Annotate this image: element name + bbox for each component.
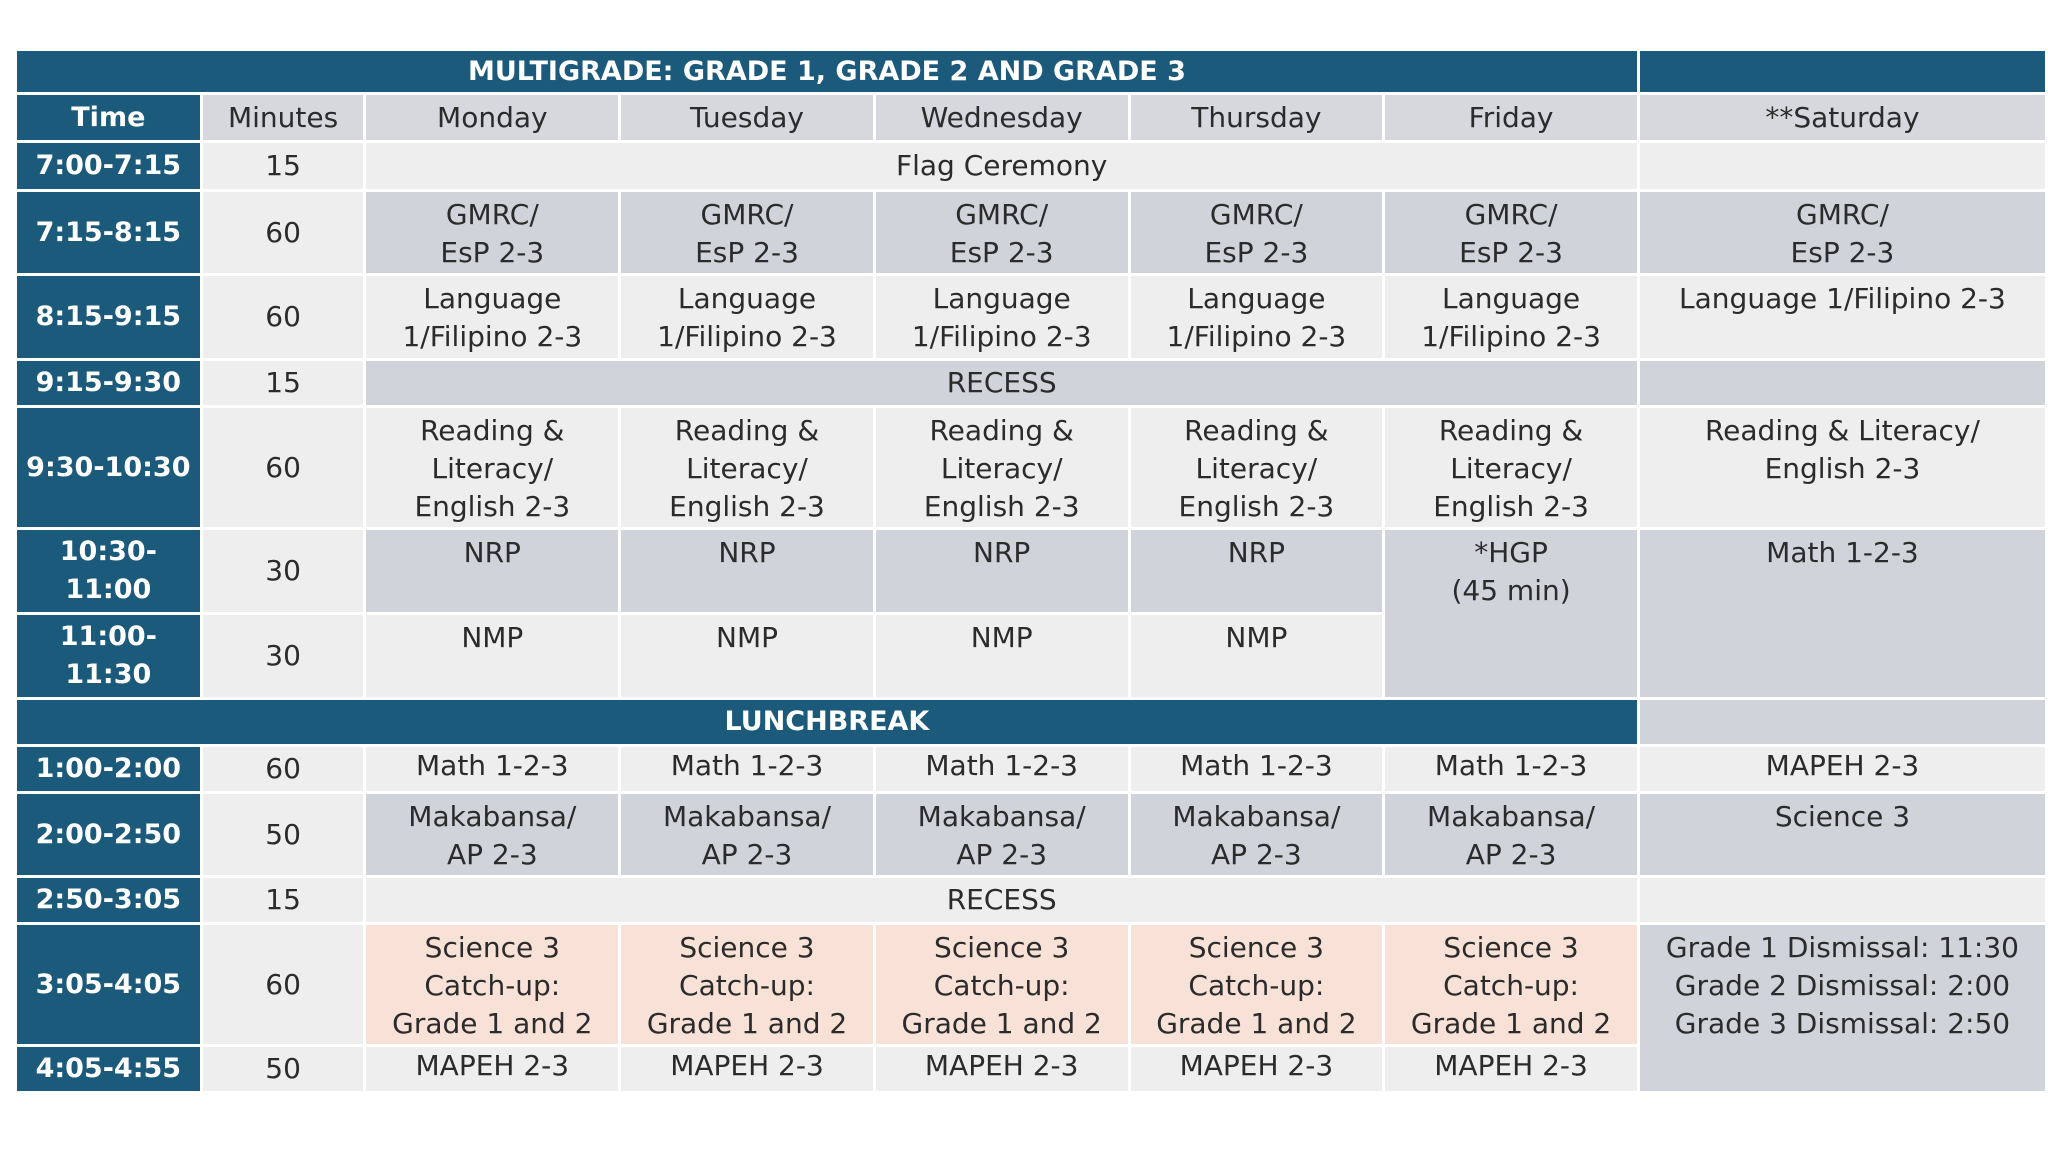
schedule-cell-friday-hgp: *HGP (45 min) [1384, 529, 1639, 699]
minutes-cell: 30 [201, 529, 365, 614]
schedule-cell-saturday: Reading & Literacy/ English 2-3 [1638, 407, 2046, 529]
schedule-cell-monday: Language 1/Filipino 2-3 [365, 275, 620, 360]
minutes-cell: 60 [201, 407, 365, 529]
table-row [16, 360, 2047, 407]
schedule-cell-wednesday: NRP [874, 529, 1129, 614]
header-minutes: Minutes [201, 94, 365, 142]
schedule-cell-monday: MAPEH 2-3 [365, 1046, 620, 1093]
schedule-cell-thursday: Language 1/Filipino 2-3 [1129, 275, 1384, 360]
title-saturday-cell [1638, 50, 2046, 94]
time-cell: 4:05-4:55 [16, 1046, 202, 1093]
schedule-cell-tuesday: GMRC/ EsP 2-3 [620, 191, 875, 275]
time-cell: 2:50-3:05 [16, 877, 202, 924]
header-row [16, 94, 2047, 142]
schedule-cell-tuesday: Science 3 Catch-up: Grade 1 and 2 [620, 924, 875, 1046]
time-cell: 2:00-2:50 [16, 793, 202, 877]
minutes-cell: 60 [201, 924, 365, 1046]
dismissal-times-cell: Grade 1 Dismissal: 11:30 Grade 2 Dismissal: 2:00 Grade 3 Dismissal: 2:50 [1638, 924, 2046, 1093]
schedule-cell-thursday: Reading & Literacy/ English 2-3 [1129, 407, 1384, 529]
minutes-cell: 30 [201, 614, 365, 699]
header-saturday: **Saturday [1638, 94, 2046, 142]
schedule-cell-wednesday: Language 1/Filipino 2-3 [874, 275, 1129, 360]
schedule-table [14, 48, 2048, 1094]
schedule-cell-thursday: NRP [1129, 529, 1384, 614]
minutes-cell: 15 [201, 360, 365, 407]
schedule-cell-thursday: Science 3 Catch-up: Grade 1 and 2 [1129, 924, 1384, 1046]
header-monday: Monday [365, 94, 620, 142]
table-row [16, 407, 2047, 529]
schedule-cell-saturday: GMRC/ EsP 2-3 [1638, 191, 2046, 275]
lunchbreak-label: LUNCHBREAK [16, 699, 1639, 746]
schedule-cell-monday: Reading & Literacy/ English 2-3 [365, 407, 620, 529]
minutes-cell: 60 [201, 191, 365, 275]
schedule-cell-monday: NMP [365, 614, 620, 699]
schedule-cell-wednesday: Makabansa/ AP 2-3 [874, 793, 1129, 877]
schedule-cell-tuesday: Language 1/Filipino 2-3 [620, 275, 875, 360]
table-row [16, 793, 2047, 877]
schedule-cell-friday: GMRC/ EsP 2-3 [1384, 191, 1639, 275]
table-row [16, 191, 2047, 275]
schedule-cell-saturday: MAPEH 2-3 [1638, 746, 2046, 793]
schedule-cell-monday: Science 3 Catch-up: Grade 1 and 2 [365, 924, 620, 1046]
time-cell: 11:00-11:30 [16, 614, 202, 699]
header-time: Time [16, 94, 202, 142]
time-cell: 3:05-4:05 [16, 924, 202, 1046]
table-row [16, 275, 2047, 360]
schedule-cell-saturday: Language 1/Filipino 2-3 [1638, 275, 2046, 360]
schedule-cell-thursday: Makabansa/ AP 2-3 [1129, 793, 1384, 877]
schedule-cell-friday: Language 1/Filipino 2-3 [1384, 275, 1639, 360]
minutes-cell: 15 [201, 877, 365, 924]
minutes-cell: 50 [201, 793, 365, 877]
schedule-cell-tuesday: NMP [620, 614, 875, 699]
minutes-cell: 60 [201, 275, 365, 360]
time-cell: 9:30-10:30 [16, 407, 202, 529]
time-cell: 8:15-9:15 [16, 275, 202, 360]
schedule-cell-thursday: NMP [1129, 614, 1384, 699]
flag-ceremony-cell: Flag Ceremony [365, 142, 1638, 191]
time-cell: 10:30-11:00 [16, 529, 202, 614]
schedule-cell-saturday: Math 1-2-3 [1638, 529, 2046, 699]
schedule-cell-saturday: Science 3 [1638, 793, 2046, 877]
schedule-cell-thursday: GMRC/ EsP 2-3 [1129, 191, 1384, 275]
table-title: MULTIGRADE: GRADE 1, GRADE 2 AND GRADE 3 [16, 50, 1639, 94]
schedule-cell-wednesday: MAPEH 2-3 [874, 1046, 1129, 1093]
schedule-cell-tuesday: Makabansa/ AP 2-3 [620, 793, 875, 877]
time-cell: 7:00-7:15 [16, 142, 202, 191]
time-cell: 1:00-2:00 [16, 746, 202, 793]
saturday-cell [1638, 877, 2046, 924]
schedule-cell-wednesday: Math 1-2-3 [874, 746, 1129, 793]
schedule-cell-wednesday: GMRC/ EsP 2-3 [874, 191, 1129, 275]
schedule-cell-tuesday: Reading & Literacy/ English 2-3 [620, 407, 875, 529]
title-row [16, 50, 2047, 94]
schedule-cell-monday: NRP [365, 529, 620, 614]
header-friday: Friday [1384, 94, 1639, 142]
schedule-cell-wednesday: Reading & Literacy/ English 2-3 [874, 407, 1129, 529]
schedule-cell-friday: Math 1-2-3 [1384, 746, 1639, 793]
header-wednesday: Wednesday [874, 94, 1129, 142]
saturday-cell [1638, 699, 2046, 746]
header-tuesday: Tuesday [620, 94, 875, 142]
schedule-cell-wednesday: Science 3 Catch-up: Grade 1 and 2 [874, 924, 1129, 1046]
lunchbreak-row [16, 699, 2047, 746]
table-row [16, 877, 2047, 924]
recess-cell: RECESS [365, 360, 1638, 407]
minutes-cell: 60 [201, 746, 365, 793]
schedule-cell-monday: Math 1-2-3 [365, 746, 620, 793]
saturday-cell [1638, 142, 2046, 191]
saturday-cell [1638, 360, 2046, 407]
minutes-cell: 15 [201, 142, 365, 191]
minutes-cell: 50 [201, 1046, 365, 1093]
time-cell: 9:15-9:30 [16, 360, 202, 407]
schedule-cell-tuesday: NRP [620, 529, 875, 614]
schedule-cell-monday: GMRC/ EsP 2-3 [365, 191, 620, 275]
table-row [16, 924, 2047, 1046]
table-row [16, 142, 2047, 191]
schedule-cell-tuesday: MAPEH 2-3 [620, 1046, 875, 1093]
schedule-cell-thursday: Math 1-2-3 [1129, 746, 1384, 793]
schedule-cell-monday: Makabansa/ AP 2-3 [365, 793, 620, 877]
schedule-cell-friday: Reading & Literacy/ English 2-3 [1384, 407, 1639, 529]
schedule-cell-friday: MAPEH 2-3 [1384, 1046, 1639, 1093]
schedule-cell-tuesday: Math 1-2-3 [620, 746, 875, 793]
table-row [16, 746, 2047, 793]
schedule-cell-friday: Science 3 Catch-up: Grade 1 and 2 [1384, 924, 1639, 1046]
schedule-cell-friday: Makabansa/ AP 2-3 [1384, 793, 1639, 877]
time-cell: 7:15-8:15 [16, 191, 202, 275]
recess-cell: RECESS [365, 877, 1638, 924]
table-row [16, 529, 2047, 614]
header-thursday: Thursday [1129, 94, 1384, 142]
schedule-cell-thursday: MAPEH 2-3 [1129, 1046, 1384, 1093]
schedule-cell-wednesday: NMP [874, 614, 1129, 699]
